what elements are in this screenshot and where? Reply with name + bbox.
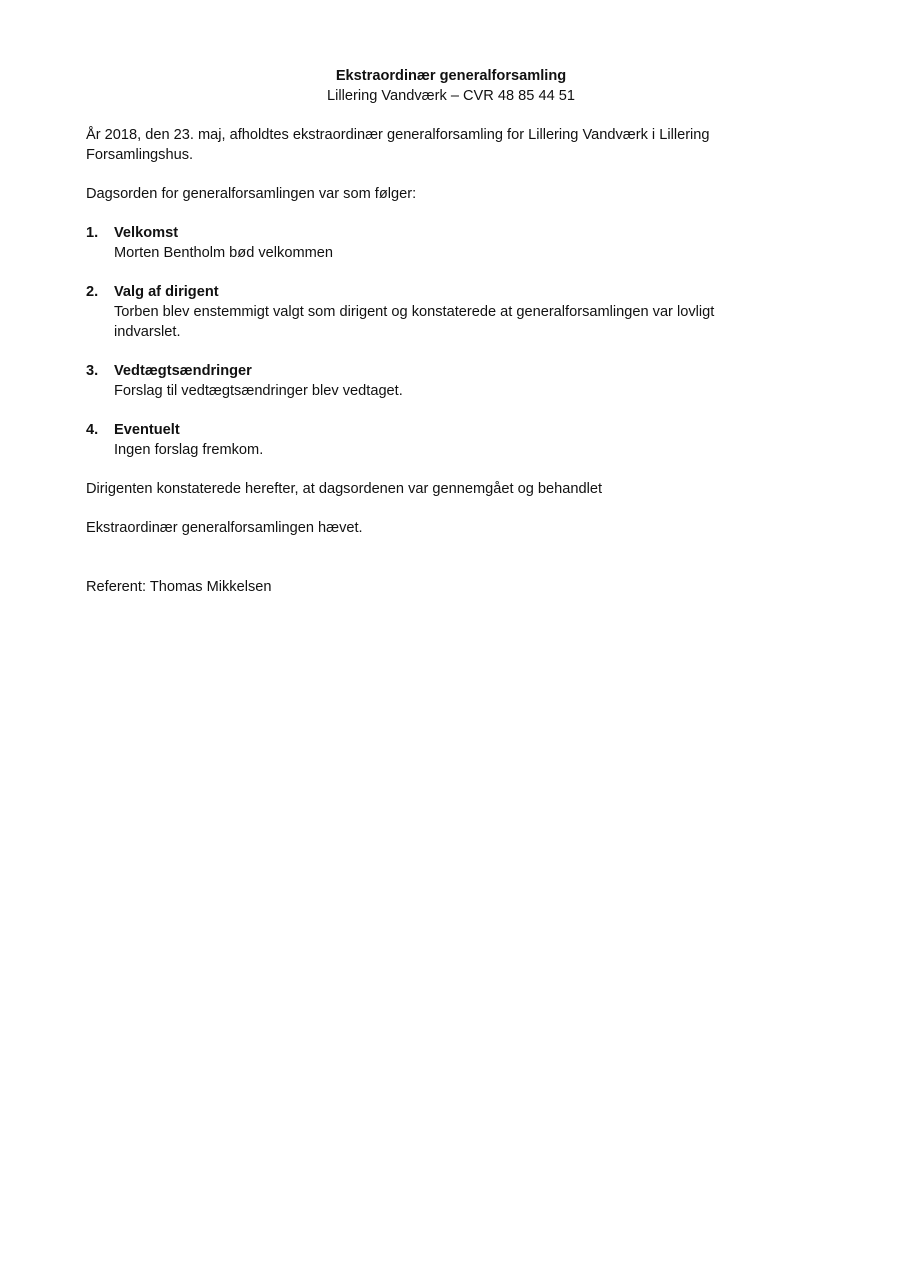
agenda-item bbox=[86, 223, 766, 263]
agenda-item-number: 4. bbox=[86, 422, 99, 438]
agenda-item-heading: Velkomst bbox=[114, 225, 179, 241]
agenda-item-text: Morten Bentholm bød velkommen bbox=[114, 245, 333, 261]
agenda-intro: Dagsorden for generalforsamlingen var som følger: bbox=[86, 186, 417, 202]
agenda-item-number: 2. bbox=[86, 284, 99, 300]
agenda-item-heading: Vedtægtsændringer bbox=[114, 363, 252, 379]
referent-line: Referent: Thomas Mikkelsen bbox=[86, 579, 272, 595]
agenda-item-text: Torben blev enstemmigt valgt som dirigent og konstaterede at generalforsamlingen var lovligt indvarslet. bbox=[114, 304, 715, 340]
agenda-item-text: Forslag til vedtægtsændringer blev vedtaget. bbox=[114, 383, 403, 399]
agenda-item bbox=[86, 420, 766, 460]
intro-paragraph: År 2018, den 23. maj, afholdtes ekstraordinær generalforsamling for Lillering Vandværk i Lillering Forsamlingshus. bbox=[86, 127, 710, 163]
document-title: Ekstraordinær generalforsamling bbox=[335, 68, 567, 84]
conclusion-paragraph: Dirigenten konstaterede herefter, at dagsordenen var gennemgået og behandlet bbox=[86, 481, 603, 497]
agenda-item-heading: Valg af dirigent bbox=[114, 284, 219, 300]
agenda-item-number: 1. bbox=[86, 225, 99, 241]
agenda-item-heading: Eventuelt bbox=[114, 422, 180, 438]
agenda-list bbox=[86, 223, 766, 460]
document-subtitle: Lillering Vandværk – CVR 48 85 44 51 bbox=[327, 88, 575, 104]
agenda-item-text: Ingen forslag fremkom. bbox=[114, 442, 264, 458]
agenda-item-number: 3. bbox=[86, 363, 99, 379]
agenda-item bbox=[86, 282, 766, 342]
title-block bbox=[86, 66, 816, 106]
agenda-item bbox=[86, 361, 766, 401]
closing-paragraph: Ekstraordinær generalforsamlingen hævet. bbox=[86, 520, 363, 536]
document-body bbox=[86, 66, 766, 597]
